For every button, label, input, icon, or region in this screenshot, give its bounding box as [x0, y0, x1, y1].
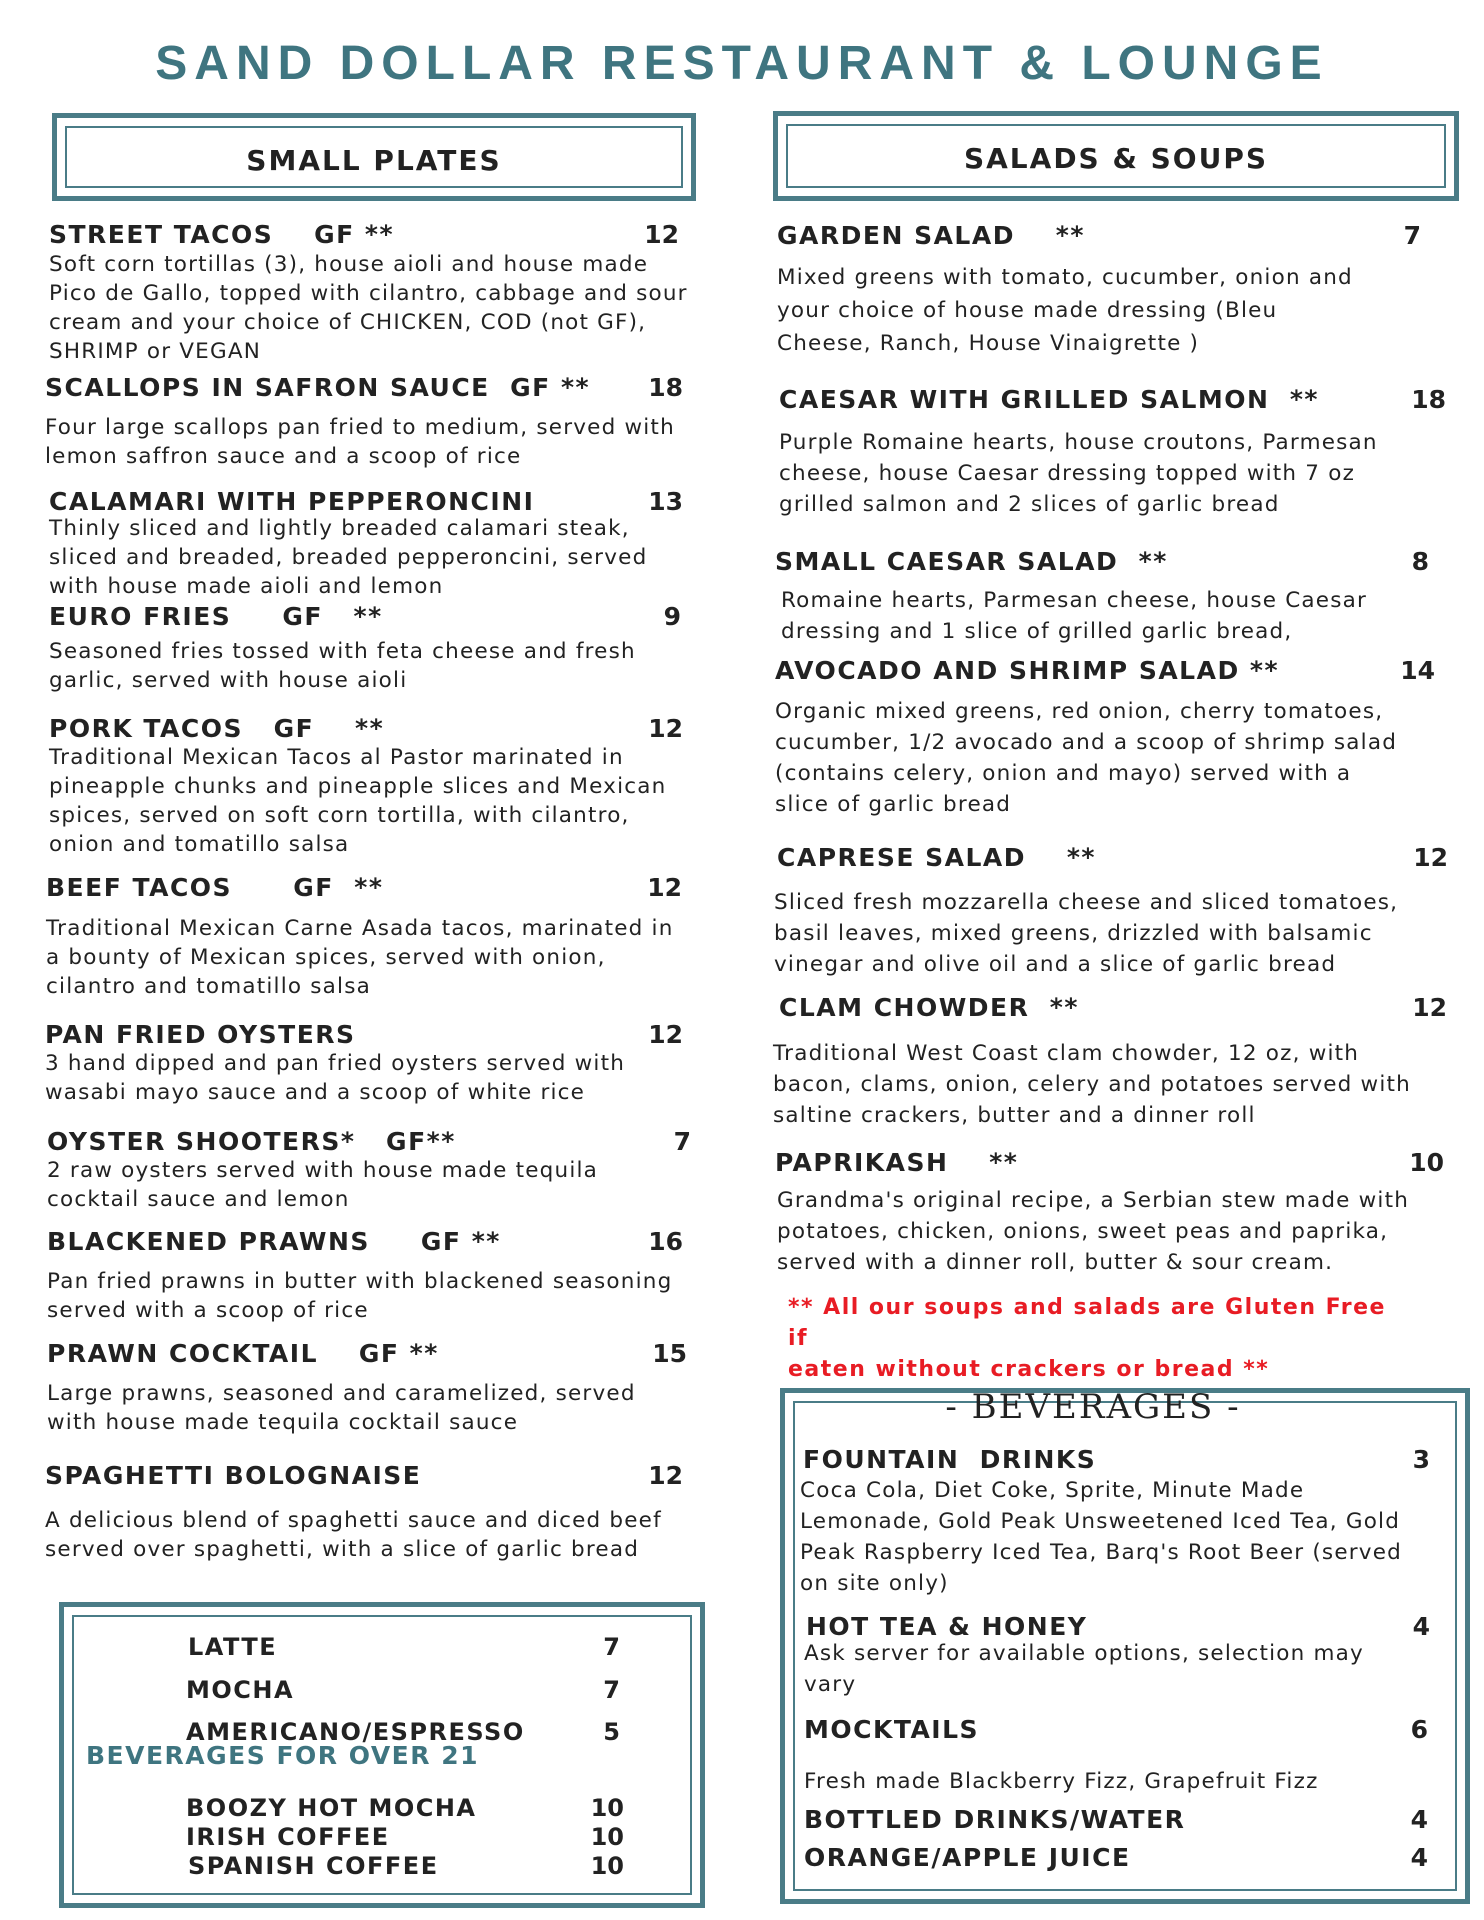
menu-item-price: 7: [673, 1127, 691, 1156]
menu-item: [775, 1148, 1444, 1275]
over21-header: BEVERAGES FOR OVER 21: [86, 1741, 479, 1770]
small-plates-header: SMALL PLATES: [246, 144, 502, 177]
menu-item-name: FOUNTAIN DRINKS: [803, 1445, 1097, 1474]
small-plates-header-box: [52, 113, 696, 201]
salads-soups-header-box: [773, 111, 1459, 201]
menu-item-description: Coca Cola, Diet Coke, Sprite, Minute Made Lemonade, Gold Peak Unsweetened Iced Tea, Gold Peak Raspberry Iced Tea, Barq's Root Beer (served on site only): [800, 1478, 1402, 1596]
menu-item-description: A delicious blend of spaghetti sauce and diced beef served over spaghetti, with a slice of garlic bread: [45, 1508, 662, 1562]
menu-item-description: Large prawns, seasoned and caramelized, served with house made tequila cocktail sauce: [47, 1381, 636, 1435]
menu-item-name: CLAM CHOWDER **: [779, 993, 1079, 1022]
menu-item-price: 9: [663, 602, 681, 631]
menu-item-price: 15: [652, 1339, 687, 1368]
menu-item-price: 3: [1412, 1445, 1430, 1474]
menu-item: [804, 1612, 1430, 1697]
beverage-row: [186, 1676, 620, 1708]
menu-item: [46, 873, 682, 999]
beverage-price: 7: [603, 1676, 620, 1704]
gluten-free-note: ** All our soups and salads are Gluten Free if eaten without crackers or bread **: [788, 1295, 1386, 1382]
menu-item-price: 12: [648, 714, 683, 743]
menu-item-description: Traditional Mexican Tacos al Pastor marinated in pineapple chunks and pineapple slices and Mexican spices, served on soft corn tortilla, with cilantro, onion and tomatillo salsa: [49, 745, 667, 857]
menu-item: [47, 1227, 683, 1323]
menu-item-description: Pan fried prawns in butter with blackened seasoning served with a scoop of rice: [47, 1269, 673, 1323]
menu-item: [49, 487, 683, 599]
menu-item-name: BLACKENED PRAWNS GF **: [47, 1227, 501, 1256]
menu-item: [773, 993, 1447, 1128]
menu-item-name: SMALL CAESAR SALAD **: [775, 547, 1168, 576]
menu-item-description: Thinly sliced and lightly breaded calamari steak, sliced and breaded, breaded pepperoncini, served with house made aioli and lemon: [49, 516, 648, 599]
menu-item-name: CAESAR WITH GRILLED SALMON **: [779, 385, 1319, 414]
menu-item-description: Mixed greens with tomato, cucumber, onion and your choice of house made dressing (Bleu Cheese, Ranch, House Vinaigrette ): [777, 265, 1353, 356]
menu-item: [49, 602, 681, 693]
beverage-name: AMERICANO/ESPRESSO: [186, 1718, 525, 1746]
beverage-price: 5: [603, 1718, 620, 1746]
menu-item-name: PAPRIKASH **: [775, 1148, 1019, 1177]
menu-item: [804, 1805, 1428, 1845]
menu-item-description: Organic mixed greens, red onion, cherry tomatoes, cucumber, 1/2 avocado and a scoop of shrimp salad (contains celery, onion and mayo) served with a slice of garlic bread: [775, 699, 1398, 817]
beverage-row: [188, 1852, 624, 1884]
menu-item: [779, 385, 1446, 517]
menu-item-price: 18: [648, 373, 683, 402]
beverage-price: 10: [590, 1823, 624, 1851]
menu-item-price: 18: [1411, 385, 1446, 414]
menu-item-description: Traditional West Coast clam chowder, 12 oz, with bacon, clams, onion, celery and potatoes served with saltine crackers, butter and a dinner roll: [773, 1041, 1411, 1128]
menu-item-name: PORK TACOS GF **: [49, 714, 385, 743]
menu-item-price: 14: [1400, 656, 1435, 685]
menu-item-description: Traditional Mexican Carne Asada tacos, marinated in a bounty of Mexican spices, served with onion, cilantro and tomatillo salsa: [46, 916, 674, 999]
beverage-price: 7: [603, 1633, 620, 1661]
menu-item-price: 12: [648, 1461, 683, 1490]
menu-item: [49, 220, 688, 364]
menu-item-description: Fresh made Blackberry Fizz, Grapefruit Fizz: [804, 1769, 1319, 1794]
menu-item-price: 8: [1411, 547, 1429, 576]
menu-item-name: SCALLOPS IN SAFRON SAUCE GF **: [45, 373, 591, 402]
menu-item-description: Seasoned fries tossed with feta cheese and fresh garlic, served with house aioli: [49, 639, 636, 693]
menu-item-price: 12: [1413, 843, 1448, 872]
menu-item: [47, 1339, 687, 1435]
menu-item-name: MOCKTAILS: [804, 1715, 980, 1744]
menu-item: [774, 843, 1448, 977]
menu-item-description: Sliced fresh mozzarella cheese and sliced tomatoes, basil leaves, mixed greens, drizzled with balsamic vinegar and olive oil and a slice of garlic bread: [774, 890, 1399, 977]
menu-item-name: CAPRESE SALAD **: [777, 843, 1096, 872]
menu-item-price: 4: [1410, 1843, 1428, 1872]
menu-item-description: Grandma's original recipe, a Serbian stew made with potatoes, chicken, onions, sweet peas and paprika, served with a dinner roll, butter & sour cream.: [777, 1188, 1410, 1275]
menu-item-price: 4: [1412, 1612, 1430, 1641]
menu-item-name: PRAWN COCKTAIL GF **: [47, 1339, 439, 1368]
menu-item-name: EURO FRIES GF **: [49, 602, 383, 631]
menu-item-name: STREET TACOS GF **: [49, 220, 395, 249]
restaurant-title: SAND DOLLAR RESTAURANT & LOUNGE: [155, 37, 1329, 90]
beverage-name: IRISH COFFEE: [186, 1823, 390, 1851]
salads-soups-header: SALADS & SOUPS: [963, 142, 1269, 175]
menu-item: [777, 221, 1421, 356]
menu-item-price: 16: [648, 1227, 683, 1256]
menu-item-name: GARDEN SALAD **: [777, 221, 1085, 250]
menu-item-name: SPAGHETTI BOLOGNAISE: [45, 1461, 422, 1490]
beverage-row: [188, 1633, 620, 1665]
menu-item: [775, 656, 1435, 817]
beverage-price: 10: [590, 1794, 624, 1822]
menu-item: [804, 1843, 1428, 1883]
menu-item-price: 13: [648, 487, 683, 516]
menu-item-name: HOT TEA & HONEY: [806, 1612, 1088, 1641]
beverage-row: [186, 1794, 624, 1826]
menu-item: [804, 1715, 1428, 1794]
menu-item-price: 7: [1403, 221, 1421, 250]
menu-item: [49, 714, 683, 857]
beverage-name: MOCHA: [186, 1676, 295, 1704]
menu-item-description: Romaine hearts, Parmesan cheese, house Caesar dressing and 1 slice of grilled garlic bread,: [781, 588, 1368, 644]
beverages-header: - BEVERAGES -: [945, 1387, 1241, 1427]
menu-item-price: 6: [1410, 1715, 1428, 1744]
beverage-name: BOOZY HOT MOCHA: [186, 1794, 477, 1822]
menu-item-price: 12: [648, 1020, 683, 1049]
menu-item-name: CALAMARI WITH PEPPERONCINI: [49, 487, 535, 516]
menu-item: [45, 1020, 683, 1105]
menu-item-name: BOTTLED DRINKS/WATER: [804, 1805, 1186, 1834]
menu-item: [45, 373, 683, 469]
menu-item-description: Four large scallops pan fried to medium, served with lemon saffron sauce and a scoop of rice: [45, 415, 675, 469]
menu-item: [800, 1445, 1430, 1596]
menu-item-name: OYSTER SHOOTERS* GF**: [47, 1127, 456, 1156]
menu-item-price: 12: [1412, 993, 1447, 1022]
menu-item: [45, 1461, 683, 1562]
menu-item: [47, 1127, 691, 1212]
beverage-price: 10: [590, 1852, 624, 1880]
menu-item-name: ORANGE/APPLE JUICE: [804, 1843, 1131, 1872]
menu-item-description: Ask server for available options, selection may vary: [804, 1641, 1364, 1697]
menu-item-description: 3 hand dipped and pan fried oysters served with wasabi mayo sauce and a scoop of white rice: [45, 1051, 626, 1105]
menu-item-description: Soft corn tortillas (3), house aioli and house made Pico de Gallo, topped with cilantro, cabbage and sour cream and your choice of CHICKEN, COD (not GF), SHRIMP or VEGAN: [49, 252, 688, 364]
menu-item-name: PAN FRIED OYSTERS: [45, 1020, 356, 1049]
menu-item-price: 12: [647, 873, 682, 902]
menu-item-price: 4: [1410, 1805, 1428, 1834]
menu-item-description: Purple Romaine hearts, house croutons, Parmesan cheese, house Caesar dressing topped with 7 oz grilled salmon and 2 slices of garlic bread: [779, 430, 1378, 517]
beverage-row: [186, 1823, 624, 1855]
beverage-name: LATTE: [188, 1633, 278, 1661]
menu-item-description: 2 raw oysters served with house made tequila cocktail sauce and lemon: [47, 1158, 599, 1212]
menu-item: [775, 547, 1429, 644]
menu-item-price: 12: [644, 220, 679, 249]
menu-item-price: 10: [1409, 1148, 1444, 1177]
menu-item-name: AVOCADO AND SHRIMP SALAD **: [775, 656, 1280, 685]
beverage-name: SPANISH COFFEE: [188, 1852, 439, 1880]
menu-item-name: BEEF TACOS GF **: [46, 873, 384, 902]
